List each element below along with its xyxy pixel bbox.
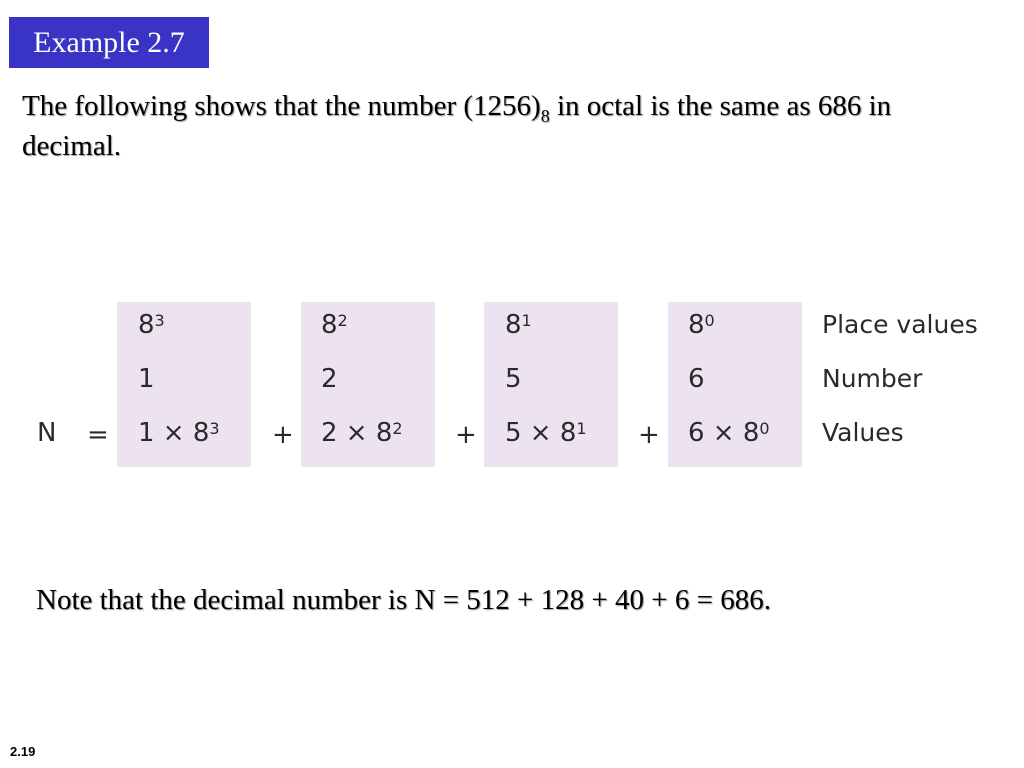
slide-number: 2.19 xyxy=(10,744,36,759)
place-base-3: 8 xyxy=(505,310,522,340)
place-exp-3: 1 xyxy=(521,311,532,330)
place-exp-4: 0 xyxy=(704,311,715,330)
place-exp-1: 3 xyxy=(154,311,165,330)
intro-part1: The following shows that the number (1256) xyxy=(22,90,541,122)
row-label-number: Number xyxy=(822,364,923,393)
digit-3: 5 xyxy=(505,364,522,394)
place-base-2: 8 xyxy=(321,310,338,340)
place-value-2 xyxy=(321,310,348,340)
value-4 xyxy=(688,418,770,448)
value-2 xyxy=(321,418,403,448)
note-text: Note that the decimal number is N = 512 + 128 + 40 + 6 = 686. xyxy=(36,584,771,616)
value-exp-4: 0 xyxy=(759,419,770,438)
digit-2: 2 xyxy=(321,364,338,394)
value-exp-1: 3 xyxy=(209,419,220,438)
place-exp-2: 2 xyxy=(337,311,348,330)
digit-4: 6 xyxy=(688,364,705,394)
value-prefix-1: 1 × 8 xyxy=(138,418,210,448)
place-value-1 xyxy=(138,310,165,340)
value-exp-2: 2 xyxy=(392,419,403,438)
place-value-3 xyxy=(505,310,532,340)
row-label-place-values: Place values xyxy=(822,310,978,339)
value-prefix-3: 5 × 8 xyxy=(505,418,577,448)
value-1 xyxy=(138,418,220,448)
equals-sign: = xyxy=(87,420,109,450)
plus-sign-1: + xyxy=(272,420,294,450)
place-base-1: 8 xyxy=(138,310,155,340)
value-exp-3: 1 xyxy=(576,419,587,438)
example-title: Example 2.7 xyxy=(9,17,209,68)
intro-part2: in octal is the same as 686 in decimal. xyxy=(22,90,892,162)
intro-subscript: 8 xyxy=(540,105,550,126)
place-base-4: 8 xyxy=(688,310,705,340)
value-prefix-4: 6 × 8 xyxy=(688,418,760,448)
value-3 xyxy=(505,418,587,448)
plus-sign-3: + xyxy=(638,420,660,450)
plus-sign-2: + xyxy=(455,420,477,450)
value-prefix-2: 2 × 8 xyxy=(321,418,393,448)
n-label: N xyxy=(37,418,57,448)
place-value-4 xyxy=(688,310,715,340)
row-label-values: Values xyxy=(822,418,904,447)
digit-1: 1 xyxy=(138,364,155,394)
